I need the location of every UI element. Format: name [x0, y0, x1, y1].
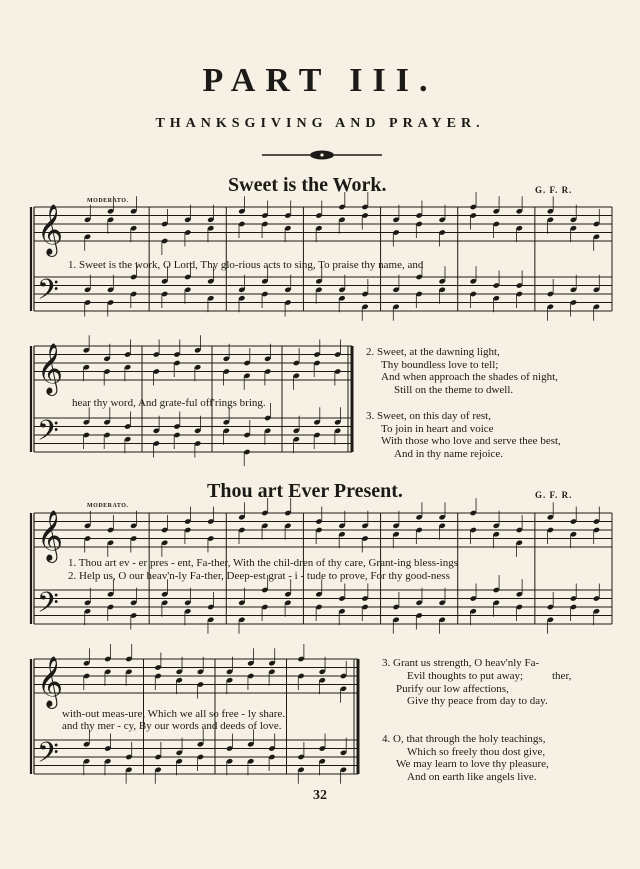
- song-title: Thou art Ever Present.: [207, 480, 403, 502]
- verse-line: And when approach the shades of night,: [381, 371, 558, 384]
- verse-line: With those who love and serve thee best,: [381, 435, 561, 448]
- svg-text:𝄞: 𝄞: [37, 510, 64, 561]
- verse-line: Thy boundless love to tell;: [381, 358, 499, 371]
- verse-line: And in thy name rejoice.: [394, 447, 504, 460]
- lyric-line: hear thy word, And grate-ful off'rings bring.: [72, 397, 266, 409]
- lyric-line: with-out meas-ure, Which we all so free - ly share.: [62, 708, 286, 720]
- svg-text:𝄢: 𝄢: [37, 736, 59, 777]
- verse-line: Purify our low affections,: [396, 682, 509, 695]
- verse-line: 4. O, that through the holy teachings,: [382, 733, 546, 745]
- verse-line: And on earth like angels live.: [407, 770, 537, 783]
- verse-block: [366, 346, 558, 396]
- verse-line: 3. Sweet, on this day of rest,: [366, 410, 491, 422]
- verse-line: To join in heart and voice: [381, 422, 494, 435]
- composer-credit: G. F. R.: [535, 185, 573, 195]
- verse-line: Evil thoughts to put away;: [407, 670, 524, 683]
- verse-line: 2. Sweet, at the dawning light,: [366, 346, 500, 358]
- svg-text:𝄢: 𝄢: [37, 414, 59, 455]
- verse-line: ther,: [552, 669, 572, 682]
- song-title: Sweet is the Work.: [228, 174, 387, 196]
- lyric-line: 2. Help us, O our heav'n-ly Fa-ther, Deep-est grat - i - tude to prove, For thy good-ness: [68, 570, 450, 582]
- section-subtitle: THANKSGIVING AND PRAYER.: [155, 116, 485, 131]
- verse-line: Still on the theme to dwell.: [394, 383, 514, 396]
- svg-text:𝄞: 𝄞: [37, 656, 64, 707]
- verse-line: 3. Grant us strength, O heav'nly Fa-: [382, 657, 540, 669]
- svg-text:𝄞: 𝄞: [37, 204, 64, 255]
- svg-text:𝄢: 𝄢: [37, 586, 59, 627]
- page-number: 32: [313, 788, 327, 803]
- verse-line: We may learn to love thy pleasure,: [396, 758, 549, 771]
- verse-block: [382, 657, 571, 708]
- lyric-line: 1. Sweet is the work, O Lord, Thy glo-rious acts to sing, To praise thy name, and: [68, 259, 424, 271]
- composer-credit: G. F. R.: [535, 490, 573, 500]
- part-title: PART III.: [202, 62, 438, 99]
- svg-text:𝄞: 𝄞: [37, 343, 64, 394]
- verse-block: [366, 410, 561, 460]
- verse-line: Which so freely thou dost give,: [407, 745, 546, 758]
- svg-text:𝄢: 𝄢: [37, 273, 59, 314]
- verse-block: [382, 733, 549, 783]
- lyric-line: 1. Thou art ev - er pres - ent, Fa-ther, With the chil-dren of thy care, Grant-ing bless-ings: [68, 557, 459, 569]
- tempo-marking: MODERATO.: [87, 198, 129, 204]
- tempo-marking: MODERATO.: [87, 503, 129, 509]
- verse-line: Give thy peace from day to day.: [407, 695, 548, 708]
- lyric-line: and thy mer - cy, By our words and deeds of love.: [62, 720, 282, 732]
